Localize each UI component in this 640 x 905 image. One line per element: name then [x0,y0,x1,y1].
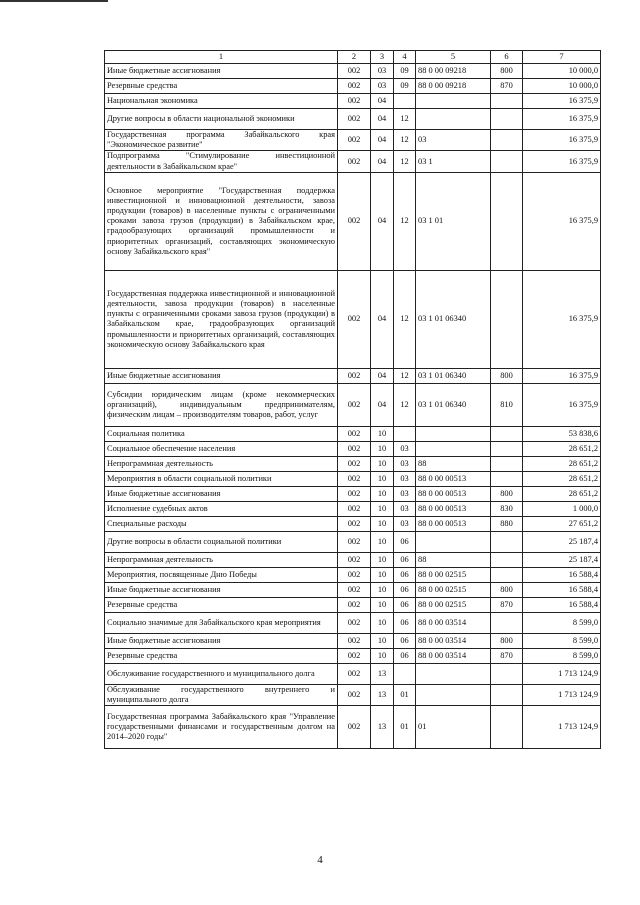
row-expense-type-cell [491,441,523,456]
row-amount-cell: 16 375,9 [523,109,601,130]
row-section-cell: 03 [371,64,394,79]
row-expense-type-cell [491,270,523,368]
row-expense-type-cell: 800 [491,64,523,79]
row-section-cell: 10 [371,441,394,456]
table-row [105,426,601,441]
row-target-article-cell: 88 0 00 09218 [416,64,491,79]
row-section-cell: 10 [371,471,394,486]
row-name-cell: Резервные средства [105,597,338,612]
row-name-cell: Национальная экономика [105,94,338,109]
table-row [105,531,601,552]
row-subsection-cell: 12 [394,270,416,368]
row-target-article-cell [416,426,491,441]
row-name-cell: Исполнение судебных актов [105,501,338,516]
row-code-cell: 002 [338,531,371,552]
row-section-cell: 10 [371,531,394,552]
row-code-cell: 002 [338,270,371,368]
table-row [105,64,601,79]
row-target-article-cell: 88 0 00 03514 [416,633,491,648]
table-row [105,172,601,270]
table-row [105,79,601,94]
row-amount-cell: 28 651,2 [523,471,601,486]
row-target-article-cell: 03 1 [416,151,491,172]
row-code-cell: 002 [338,130,371,151]
row-expense-type-cell: 800 [491,368,523,383]
row-code-cell: 002 [338,64,371,79]
row-name-cell: Субсидии юридическим лицам (кроме некоммерческих организаций), индивидуальным предпринимателям, физическим лицам – производителям товаров, работ, услуг [105,383,338,426]
row-expense-type-cell: 870 [491,648,523,663]
row-target-article-cell: 88 0 00 00513 [416,501,491,516]
row-expense-type-cell [491,531,523,552]
row-code-cell: 002 [338,706,371,749]
row-target-article-cell: 88 0 00 09218 [416,79,491,94]
row-amount-cell: 16 375,9 [523,383,601,426]
row-code-cell: 002 [338,368,371,383]
row-name-cell: Обслуживание государственного и муниципального долга [105,663,338,684]
row-section-cell: 10 [371,648,394,663]
table-row [105,597,601,612]
row-section-cell: 04 [371,94,394,109]
table-row [105,612,601,633]
row-section-cell: 03 [371,79,394,94]
page-number: 4 [317,854,323,866]
row-target-article-cell [416,441,491,456]
row-amount-cell: 1 713 124,9 [523,706,601,749]
column-header: 7 [523,51,601,64]
row-subsection-cell: 03 [394,441,416,456]
row-name-cell: Мероприятия, посвященные Дню Победы [105,567,338,582]
row-code-cell: 002 [338,501,371,516]
row-subsection-cell: 03 [394,471,416,486]
row-expense-type-cell: 880 [491,516,523,531]
row-subsection-cell: 06 [394,633,416,648]
row-subsection-cell: 12 [394,383,416,426]
row-target-article-cell: 88 0 00 00513 [416,516,491,531]
column-header: 5 [416,51,491,64]
row-section-cell: 04 [371,130,394,151]
row-expense-type-cell [491,471,523,486]
row-expense-type-cell [491,552,523,567]
row-expense-type-cell [491,456,523,471]
row-subsection-cell [394,663,416,684]
row-code-cell: 002 [338,552,371,567]
row-section-cell: 10 [371,597,394,612]
row-target-article-cell: 88 0 00 02515 [416,582,491,597]
row-target-article-cell: 88 0 00 00513 [416,471,491,486]
row-subsection-cell [394,426,416,441]
row-expense-type-cell [491,706,523,749]
row-subsection-cell: 06 [394,597,416,612]
row-amount-cell: 16 588,4 [523,582,601,597]
row-subsection-cell: 12 [394,151,416,172]
row-expense-type-cell: 800 [491,582,523,597]
row-amount-cell: 10 000,0 [523,64,601,79]
row-code-cell: 002 [338,567,371,582]
table-row [105,567,601,582]
row-section-cell: 10 [371,612,394,633]
row-subsection-cell [394,94,416,109]
table-row [105,552,601,567]
row-section-cell: 04 [371,109,394,130]
row-code-cell: 002 [338,151,371,172]
table-row [105,486,601,501]
row-code-cell: 002 [338,663,371,684]
row-subsection-cell: 06 [394,648,416,663]
row-section-cell: 13 [371,706,394,749]
row-name-cell: Иные бюджетные ассигнования [105,64,338,79]
row-subsection-cell: 01 [394,684,416,705]
row-amount-cell: 25 187,4 [523,531,601,552]
table-row [105,633,601,648]
row-name-cell: Иные бюджетные ассигнования [105,582,338,597]
table-row [105,130,601,151]
row-amount-cell: 10 000,0 [523,79,601,94]
row-name-cell: Иные бюджетные ассигнования [105,368,338,383]
row-code-cell: 002 [338,426,371,441]
table-row [105,648,601,663]
row-subsection-cell: 06 [394,567,416,582]
row-amount-cell: 8 599,0 [523,612,601,633]
row-amount-cell: 16 375,9 [523,94,601,109]
row-section-cell: 10 [371,456,394,471]
row-subsection-cell: 06 [394,612,416,633]
row-name-cell: Социально значимые для Забайкальского края мероприятия [105,612,338,633]
row-subsection-cell: 01 [394,706,416,749]
row-amount-cell: 16 588,4 [523,567,601,582]
row-name-cell: Иные бюджетные ассигнования [105,486,338,501]
table-row [105,663,601,684]
row-expense-type-cell: 810 [491,383,523,426]
row-amount-cell: 16 375,9 [523,130,601,151]
row-amount-cell: 1 713 124,9 [523,663,601,684]
row-amount-cell: 16 588,4 [523,597,601,612]
row-section-cell: 10 [371,486,394,501]
row-code-cell: 002 [338,612,371,633]
row-expense-type-cell [491,130,523,151]
row-target-article-cell: 03 1 01 06340 [416,368,491,383]
row-code-cell: 002 [338,516,371,531]
row-code-cell: 002 [338,582,371,597]
row-name-cell: Резервные средства [105,79,338,94]
row-name-cell: Иные бюджетные ассигнования [105,633,338,648]
row-code-cell: 002 [338,648,371,663]
column-header: 3 [371,51,394,64]
row-name-cell: Государственная поддержка инвестиционной и инновационной деятельности, завоза продукции (товаров) в населенные пункты с ограниченными сроками завоза грузов (продукции) в Забайкальском крае, градообразующих организаций промышленности и приоритетных организаций, составляющих экономическую основу Забайкальского края [105,270,338,368]
column-header: 1 [105,51,338,64]
row-name-cell: Другие вопросы в области социальной политики [105,531,338,552]
row-amount-cell: 16 375,9 [523,151,601,172]
row-target-article-cell: 03 1 01 [416,172,491,270]
row-expense-type-cell [491,151,523,172]
row-name-cell: Социальное обеспечение населения [105,441,338,456]
row-section-cell: 10 [371,582,394,597]
row-name-cell: Непрограммная деятельность [105,552,338,567]
row-target-article-cell: 88 [416,552,491,567]
table-row [105,368,601,383]
row-amount-cell: 16 375,9 [523,270,601,368]
row-section-cell: 04 [371,383,394,426]
row-expense-type-cell [491,663,523,684]
column-header: 6 [491,51,523,64]
row-name-cell: Обслуживание государственного внутреннего и муниципального долга [105,684,338,705]
row-expense-type-cell [491,172,523,270]
column-header: 2 [338,51,371,64]
table-row [105,706,601,749]
row-subsection-cell: 12 [394,130,416,151]
row-target-article-cell [416,531,491,552]
row-subsection-cell: 12 [394,172,416,270]
row-target-article-cell [416,684,491,705]
row-code-cell: 002 [338,471,371,486]
row-target-article-cell: 88 [416,456,491,471]
row-amount-cell: 28 651,2 [523,456,601,471]
row-name-cell: Социальная политика [105,426,338,441]
table-row [105,501,601,516]
row-amount-cell: 8 599,0 [523,633,601,648]
row-subsection-cell: 06 [394,582,416,597]
row-expense-type-cell [491,426,523,441]
row-subsection-cell: 12 [394,368,416,383]
table-row [105,456,601,471]
row-code-cell: 002 [338,109,371,130]
row-amount-cell: 16 375,9 [523,172,601,270]
row-amount-cell: 53 838,6 [523,426,601,441]
table-row [105,109,601,130]
row-subsection-cell: 12 [394,109,416,130]
row-expense-type-cell: 870 [491,597,523,612]
budget-table [104,50,601,749]
row-name-cell: Государственная программа Забайкальского края "Управление государственными финансами и государственным долгом на 2014–2020 годы" [105,706,338,749]
row-section-cell: 10 [371,426,394,441]
row-section-cell: 10 [371,567,394,582]
table-row [105,94,601,109]
row-subsection-cell: 09 [394,79,416,94]
row-name-cell: Резервные средства [105,648,338,663]
row-name-cell: Непрограммная деятельность [105,456,338,471]
row-section-cell: 10 [371,516,394,531]
row-target-article-cell [416,94,491,109]
row-expense-type-cell: 830 [491,501,523,516]
row-target-article-cell [416,663,491,684]
table-body [105,64,601,749]
row-section-cell: 10 [371,501,394,516]
row-target-article-cell: 88 0 00 02515 [416,567,491,582]
table-row [105,383,601,426]
row-target-article-cell: 01 [416,706,491,749]
table-header-row [105,51,601,64]
row-section-cell: 04 [371,368,394,383]
table-row [105,516,601,531]
row-subsection-cell: 03 [394,486,416,501]
row-expense-type-cell: 870 [491,79,523,94]
row-subsection-cell: 03 [394,501,416,516]
row-expense-type-cell: 800 [491,633,523,648]
row-amount-cell: 1 713 124,9 [523,684,601,705]
row-amount-cell: 28 651,2 [523,486,601,501]
row-target-article-cell: 88 0 00 02515 [416,597,491,612]
row-code-cell: 002 [338,486,371,501]
row-subsection-cell: 06 [394,552,416,567]
row-amount-cell: 1 000,0 [523,501,601,516]
top-rule-line [0,0,108,2]
row-amount-cell: 27 651,2 [523,516,601,531]
row-section-cell: 13 [371,663,394,684]
row-code-cell: 002 [338,94,371,109]
row-code-cell: 002 [338,456,371,471]
table-row [105,151,601,172]
row-target-article-cell: 88 0 00 03514 [416,612,491,633]
row-code-cell: 002 [338,633,371,648]
column-header: 4 [394,51,416,64]
row-expense-type-cell [491,109,523,130]
row-code-cell: 002 [338,383,371,426]
table-row [105,441,601,456]
row-name-cell: Специальные расходы [105,516,338,531]
row-target-article-cell: 03 [416,130,491,151]
row-subsection-cell: 03 [394,516,416,531]
row-name-cell: Подпрограмма "Стимулирование инвестиционной деятельности в Забайкальском крае" [105,151,338,172]
row-name-cell: Основное мероприятие "Государственная поддержка инвестиционной и инновационной деятельности, завоза продукции (товаров) в населенные пункты с ограниченными сроками завоза грузов (продукции) в Забайкальском крае, градообразующих организаций промышленности и приоритетных организаций, составляющих экономическую основу Забайкальского края" [105,172,338,270]
row-subsection-cell: 06 [394,531,416,552]
row-section-cell: 13 [371,684,394,705]
row-code-cell: 002 [338,684,371,705]
row-code-cell: 002 [338,441,371,456]
table-row [105,582,601,597]
row-expense-type-cell [491,684,523,705]
row-amount-cell: 28 651,2 [523,441,601,456]
row-target-article-cell: 03 1 01 06340 [416,270,491,368]
row-code-cell: 002 [338,597,371,612]
row-amount-cell: 25 187,4 [523,552,601,567]
row-section-cell: 04 [371,151,394,172]
row-expense-type-cell: 800 [491,486,523,501]
row-target-article-cell: 03 1 01 06340 [416,383,491,426]
row-section-cell: 04 [371,270,394,368]
row-section-cell: 10 [371,633,394,648]
table-row [105,471,601,486]
row-amount-cell: 16 375,9 [523,368,601,383]
row-target-article-cell [416,109,491,130]
table-row [105,270,601,368]
row-section-cell: 10 [371,552,394,567]
row-code-cell: 002 [338,172,371,270]
row-expense-type-cell [491,94,523,109]
row-subsection-cell: 03 [394,456,416,471]
row-name-cell: Мероприятия в области социальной политики [105,471,338,486]
row-subsection-cell: 09 [394,64,416,79]
row-amount-cell: 8 599,0 [523,648,601,663]
row-section-cell: 04 [371,172,394,270]
row-name-cell: Другие вопросы в области национальной экономики [105,109,338,130]
row-expense-type-cell [491,567,523,582]
row-name-cell: Государственная программа Забайкальского края "Экономическое развитие" [105,130,338,151]
row-code-cell: 002 [338,79,371,94]
table-row [105,684,601,705]
row-expense-type-cell [491,612,523,633]
row-target-article-cell: 88 0 00 03514 [416,648,491,663]
row-target-article-cell: 88 0 00 00513 [416,486,491,501]
